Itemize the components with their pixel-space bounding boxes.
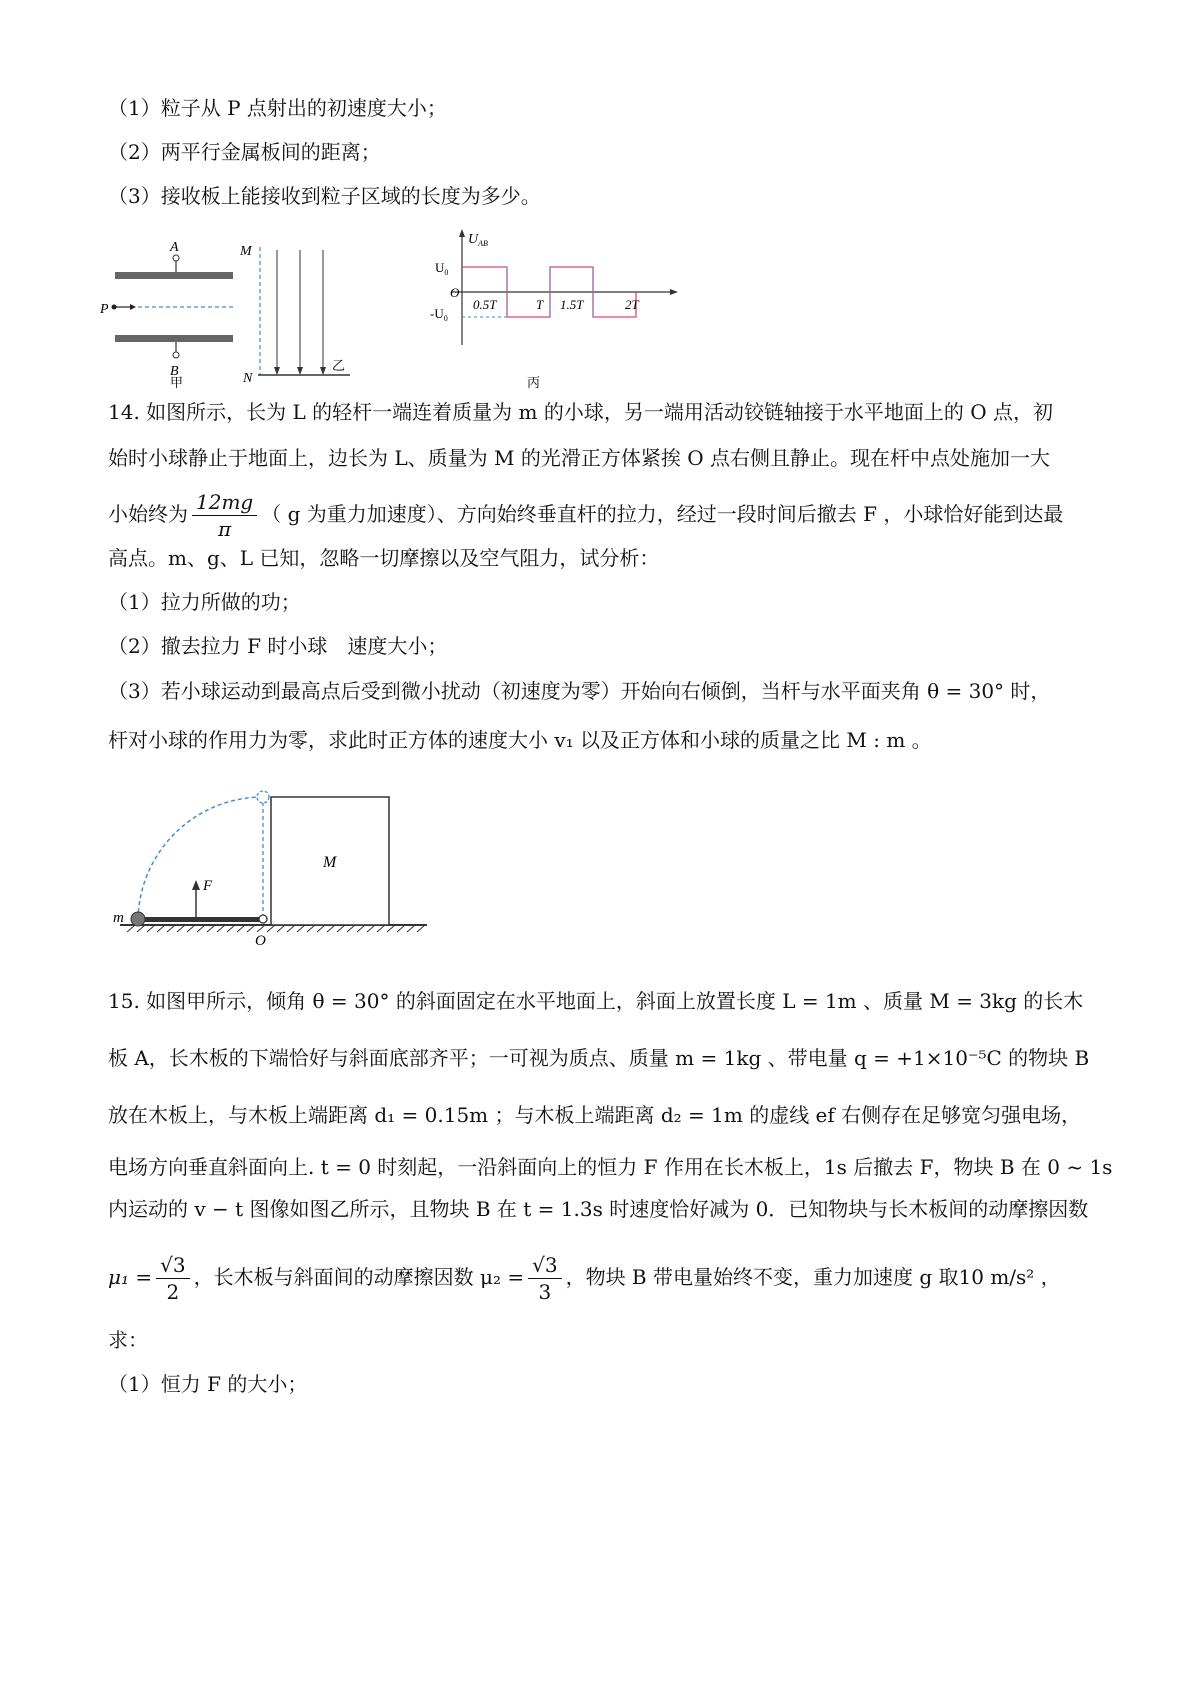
q13-part-1: （1）粒子从 P 点射出的初速度大小； xyxy=(108,96,447,120)
label-m-ball: m xyxy=(113,910,124,926)
mu1-label: μ₁ = xyxy=(108,1265,153,1289)
mu2-fraction xyxy=(528,1252,561,1305)
mu1-denominator: 2 xyxy=(166,1280,180,1304)
pulse-negative-1 xyxy=(507,292,550,317)
q15-line-6-mid: ，长木板与斜面间的动摩擦因数 μ₂ = xyxy=(193,1265,525,1289)
mu2-denominator: 3 xyxy=(538,1280,552,1304)
label-o: O xyxy=(255,933,266,949)
q15-line-6-end: ，物块 B 带电量始终不变，重力加速度 g 取10 m/s² ， xyxy=(565,1265,1061,1289)
q15-line-4: 电场方向垂直斜面向上. t = 0 时刻起，一沿斜面向上的恒力 F 作用在长木板上，1s 后撤去 F，物块 B 在 0 ~ 1s xyxy=(108,1155,1113,1179)
label-b: B xyxy=(170,364,179,379)
mu1-numerator: √3 xyxy=(156,1252,189,1279)
label-m: M xyxy=(240,244,252,259)
force-fraction xyxy=(192,489,257,542)
label-jia: 甲 xyxy=(170,375,184,390)
q14-line-3 xyxy=(108,484,1063,544)
q14-line-1: 14. 如图所示，长为 L 的轻杆一端连着质量为 m 的小球，另一端用活动铰链轴接于水平地面上的 O 点，初 xyxy=(108,400,1053,424)
label-n: N xyxy=(243,371,253,386)
axis-y-label: $U_{AB}$ xyxy=(468,232,488,248)
q15-line-5: 内运动的 v − t 图像如图乙所示，且物块 B 在 t = 1.3s 时速度恰好减为 0．已知物块与长木板间的动摩擦因数 xyxy=(108,1197,1089,1221)
u0-label: $U_0$ xyxy=(435,260,449,277)
tick-t: T xyxy=(536,297,544,312)
plate-b xyxy=(115,335,233,342)
pulse-positive-2 xyxy=(550,267,593,292)
ball-top-position xyxy=(257,791,269,803)
q15-line-1: 15. 如图甲所示，倾角 θ = 30° 的斜面固定在水平地面上，斜面上放置长度 L = 1m 、质量 M = 3kg 的长木 xyxy=(108,989,1084,1013)
force-fraction-numerator: 12mg xyxy=(192,489,257,516)
label-bing: 丙 xyxy=(527,375,541,390)
q15-line-7: 求： xyxy=(108,1328,148,1352)
q14-part-3: （3）若小球运动到最高点后受到微小扰动（初速度为零）开始向右倾倒，当杆与水平面夹角 θ = 30° 时， xyxy=(108,679,1051,703)
tick-2t: 2T xyxy=(625,297,639,312)
q14-line-3-b: （ g 为重力加速度）、方向始终垂直杆的拉力，经过一段时间后撤去 F ，小球恰好能到达最 xyxy=(261,502,1064,526)
q13-part-2: （2）两平行金属板间的距离； xyxy=(108,140,381,164)
mu2-numerator: √3 xyxy=(528,1252,561,1279)
plate-a xyxy=(115,272,233,279)
rod xyxy=(140,917,262,922)
ball xyxy=(131,912,145,926)
label-f: F xyxy=(203,878,213,894)
q13-part-3: （3）接收板上能接收到粒子区域的长度为多少。 xyxy=(108,184,541,208)
q15-line-6 xyxy=(108,1247,1061,1309)
figure-14 xyxy=(105,780,435,955)
figure-13 xyxy=(90,225,710,395)
pulse-positive-1 xyxy=(462,267,507,292)
label-yi: 乙 xyxy=(332,358,346,373)
label-p: P xyxy=(100,302,109,317)
q14-part-3-cont: 杆对小球的作用力为零，求此时正方体的速度大小 v₁ 以及正方体和小球的质量之比 M : m 。 xyxy=(108,728,932,752)
mu1-fraction xyxy=(156,1252,189,1305)
q14-part-2: （2）撤去拉力 F 时小球 速度大小； xyxy=(108,634,448,658)
q14-part-1: （1）拉力所做的功； xyxy=(108,590,301,614)
ball-trajectory-arc xyxy=(138,797,263,919)
q15-line-2: 板 A，长木板的下端恰好与斜面底部齐平；一可视为质点、质量 m = 1kg 、带电量 q = +1×10⁻⁵C 的物块 B xyxy=(108,1046,1090,1070)
q15-line-3: 放在木板上，与木板上端距离 d₁ = 0.15m ；与木板上端距离 d₂ = 1m 的虚线 ef 右侧存在足够宽匀强电场， xyxy=(108,1103,1082,1127)
q14-line-4: 高点。m、g、L 已知，忽略一切摩擦以及空气阻力，试分析： xyxy=(108,546,660,570)
origin-label: O xyxy=(450,285,460,300)
label-cube-m: M xyxy=(323,854,337,871)
label-a: A xyxy=(170,240,179,255)
neg-u0-label: $-U_0$ xyxy=(430,306,448,323)
tick-1.5t: 1.5T xyxy=(560,297,584,312)
q14-line-3-a: 小始终为 xyxy=(108,502,188,526)
q15-part-1: （1）恒力 F 的大小； xyxy=(108,1372,308,1396)
q14-line-2: 始时小球静止于地面上，边长为 L、质量为 M 的光滑正方体紧挨 O 点右侧且静止。现在杆中点处施加一大 xyxy=(108,446,1050,470)
tick-0.5t: 0.5T xyxy=(473,297,497,312)
force-fraction-denominator: π xyxy=(218,517,232,541)
hinge-o xyxy=(259,915,267,923)
